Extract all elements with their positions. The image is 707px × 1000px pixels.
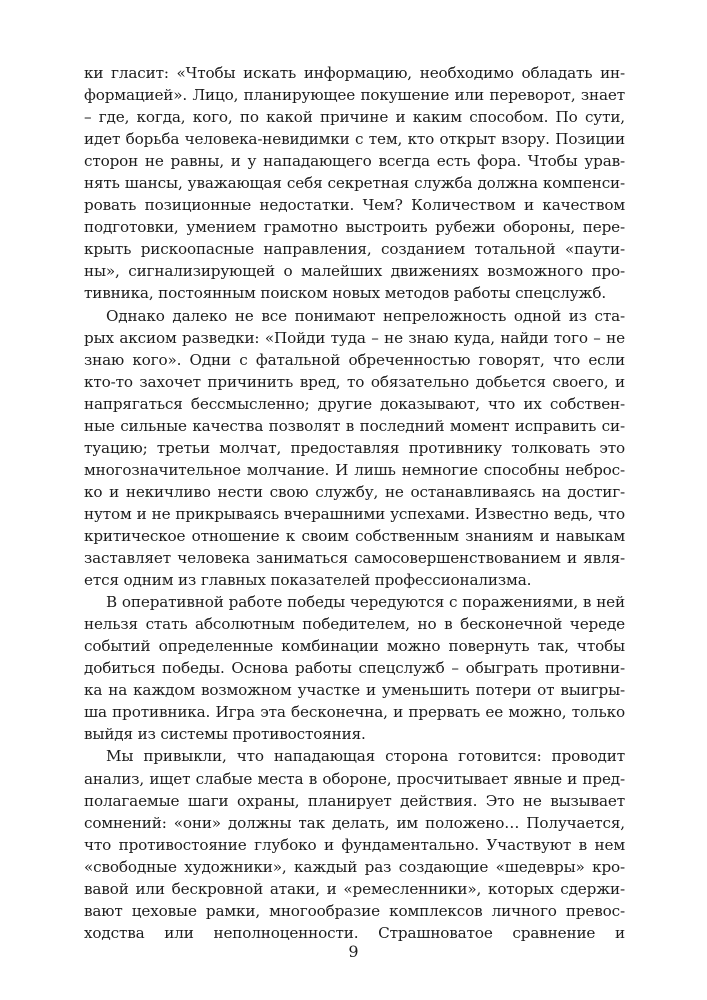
text-line: многозначительное молчание. И лишь немногие способны неброс- (84, 460, 625, 479)
text-line: ходства или неполноценности. Страшноватое сравнение и (84, 923, 625, 942)
text-line: ные сильные качества позволят в последний момент исправить си- (84, 416, 625, 435)
text-line: добиться победы. Основа работы спецслужб – обыграть противни- (84, 659, 625, 678)
text-line: сторон не равны, и у нападающего всегда есть фора. Чтобы урав- (84, 152, 625, 171)
text-line: напрягаться бессмысленно; другие доказывают, что их собствен- (84, 394, 625, 413)
text-line: – где, когда, кого, по какой причине и каким способом. По сути, (84, 108, 625, 127)
text-line: вавой или бескровной атаки, и «ремесленники», которых сдержи- (84, 879, 625, 898)
paragraph-2 (84, 305, 625, 592)
text-line: критическое отношение к своим собственным знаниям и навыкам (84, 526, 625, 545)
page-body (84, 62, 625, 944)
text-line: выйдя из системы противостояния. (84, 725, 366, 744)
paragraph-4 (84, 745, 625, 943)
text-line: нельзя стать абсолютным победителем, но в бесконечной череде (84, 615, 625, 634)
text-line: формацией». Лицо, планирующее покушение или переворот, знает (84, 86, 625, 105)
text-line: ша противника. Игра эта бесконечна, и прервать ее можно, только (84, 703, 625, 722)
text-line: ны», сигнализирующей о малейших движениях возможного про- (84, 262, 625, 281)
text-line: ки гласит: «Чтобы искать информацию, необходимо обладать ин- (84, 64, 625, 82)
text-line: ка на каждом возможном участке и уменьшить потери от выигры- (84, 681, 625, 700)
paragraph-1 (84, 62, 625, 305)
text-line: анализ, ищет слабые места в обороне, просчитывает явные и пред- (84, 769, 625, 788)
text-line: подготовки, умением грамотно выстроить рубежи обороны, пере- (84, 218, 625, 237)
text-line: крыть рискоопасные направления, созданием тотальной «паути- (84, 240, 625, 259)
text-line: рых аксиом разведки: «Пойди туда – не знаю куда, найди того – не (84, 328, 625, 347)
text-line: ется одним из главных показателей профессионализма. (84, 571, 532, 590)
text-line: «свободные художники», каждый раз создающие «шедевры» кро- (84, 857, 625, 876)
text-line: идет борьба человека-невидимки с тем, кто открыт взору. Позиции (84, 130, 625, 149)
text-line: знаю кого». Одни с фатальной обреченностью говорят, что если (84, 350, 625, 369)
paragraph-3 (84, 591, 625, 745)
text-line: Мы привыкли, что нападающая сторона готовится: проводит (106, 747, 625, 766)
text-line: что противостояние глубоко и фундаментально. Участвуют в нем (84, 835, 625, 854)
page-number: 9 (348, 942, 359, 961)
text-line: ровать позиционные недостатки. Чем? Количеством и качеством (84, 196, 625, 215)
text-line: Однако далеко не все понимают непреложность одной из ста- (106, 306, 625, 325)
text-line: нутом и не прикрываясь вчерашними успехами. Известно ведь, что (84, 504, 625, 523)
text-line: полагаемые шаги охраны, планирует действия. Это не вызывает (84, 791, 625, 810)
text-line: вают цеховые рамки, многообразие комплексов личного превос- (84, 901, 625, 920)
text-line: заставляет человека заниматься самосовершенствованием и явля- (84, 549, 625, 568)
text-line: событий определенные комбинации можно повернуть так, чтобы (84, 637, 625, 656)
text-line: кто-то захочет причинить вред, то обязательно добьется своего, и (84, 372, 625, 391)
text-line: В оперативной работе победы чередуются с поражениями, в ней (106, 593, 625, 612)
text-line: сомнений: «они» должны так делать, им положено… Получается, (84, 813, 625, 832)
text-line: нять шансы, уважающая себя секретная служба должна компенси- (84, 174, 625, 193)
text-line: туацию; третьи молчат, предоставляя противнику толковать это (84, 438, 625, 457)
text-line: тивника, постоянным поиском новых методов работы спецслужб. (84, 284, 607, 303)
text-line: ко и некичливо нести свою службу, не останавливаясь на достиг- (84, 482, 625, 501)
